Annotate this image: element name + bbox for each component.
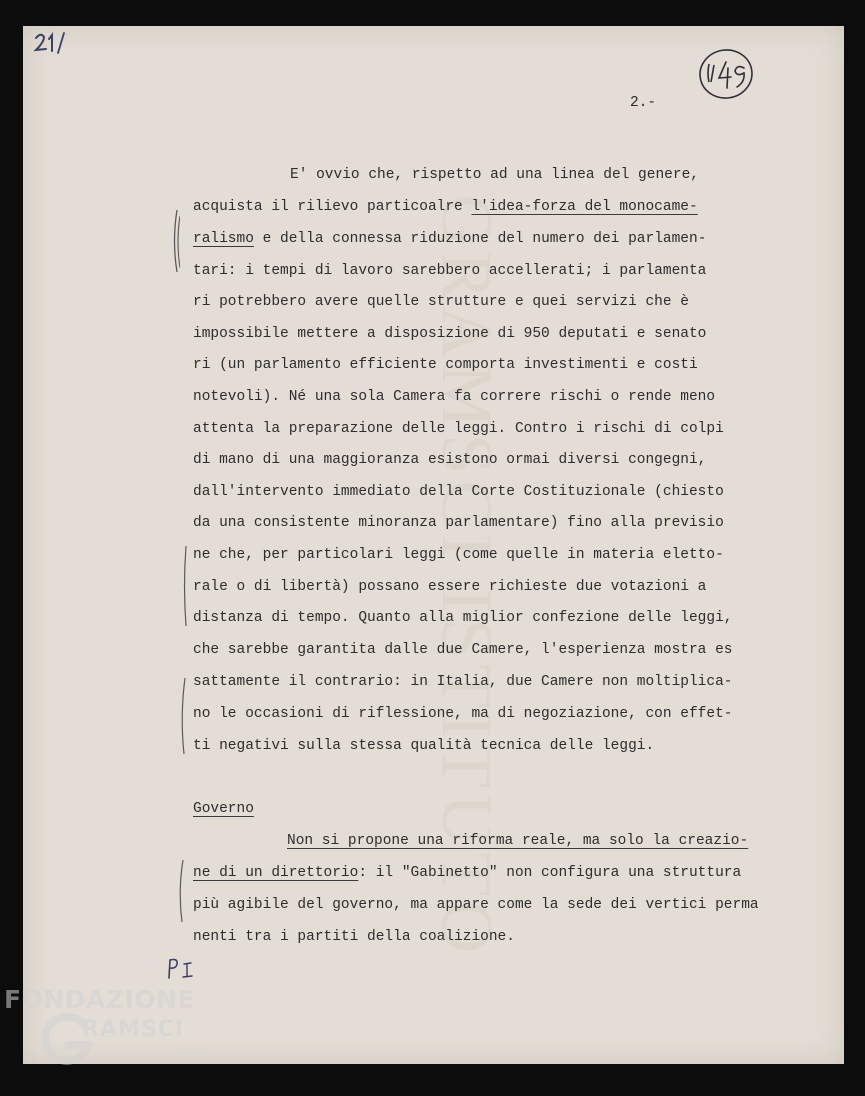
text-line — [193, 864, 741, 882]
text-line — [193, 198, 698, 216]
logo-text: RAMSCI — [82, 1017, 185, 1042]
text-segment: : il "Gabinetto" non configura una struttura — [358, 865, 742, 881]
text-line: sattamente il contrario: in Italia, due Camere non moltiplica- — [193, 674, 733, 690]
text-line: ti negativi sulla stessa qualità tecnica delle leggi. — [193, 738, 655, 754]
fondazione-logo — [4, 985, 219, 1075]
text-segment: e della connessa riduzione del numero dei parlamen- — [262, 231, 707, 247]
text-segment: acquista il rilievo particoalre — [193, 199, 463, 215]
text-line: impossibile mettere a disposizione di 950 deputati e senato — [193, 326, 707, 342]
underlined-phrase: ne di un direttorio — [193, 865, 359, 881]
text-line: tari: i tempi di lavoro sarebbero accellerati; i parlamenta — [193, 263, 707, 279]
text-line: Non si propone una riforma reale, ma solo la creazio- — [287, 833, 749, 849]
text-line: distanza di tempo. Quanto alla miglior confezione delle leggi, — [193, 610, 733, 626]
text-line — [193, 230, 706, 248]
text-line: ne che, per particolari leggi (come quelle in materia eletto- — [193, 547, 724, 563]
page-number: 2.- — [630, 95, 657, 111]
text-line: che sarebbe garantita dalle due Camere, l'esperienza mostra es — [193, 642, 733, 658]
text-line: più agibile del governo, ma appare come la sede dei vertici perma — [193, 897, 759, 913]
underlined-phrase: l'idea-forza del monocame- — [471, 199, 698, 215]
text-line: rale o di libertà) possano essere richieste due votazioni a — [193, 579, 707, 595]
section-heading: Governo — [193, 801, 254, 817]
underlined-phrase: ralismo — [193, 231, 254, 247]
text-line: notevoli). Né una sola Camera fa correre rischi o rende meno — [193, 389, 716, 405]
background-watermark: GRAMSCI ISTITUTO — [426, 193, 507, 959]
text-line: E' ovvio che, rispetto ad una linea del genere, — [290, 167, 699, 183]
text-line: da una consistente minoranza parlamentare) fino alla previsio — [193, 515, 724, 531]
text-line: di mano di una maggioranza esistono ormai diversi congegni, — [193, 452, 707, 468]
logo-text: FONDAZIONE — [4, 985, 196, 1014]
logo-text: onlus — [179, 1048, 209, 1061]
text-line: no le occasioni di riflessione, ma di negoziazione, con effet- — [193, 706, 733, 722]
text-line: ri (un parlamento efficiente comporta investimenti e costi — [193, 357, 698, 373]
text-line: nenti tra i partiti della coalizione. — [193, 929, 515, 945]
text-line: dall'intervento immediato della Corte Costituzionale (chiesto — [193, 484, 724, 500]
text-line: attenta la preparazione delle leggi. Contro i rischi di colpi — [193, 421, 724, 437]
text-line: ri potrebbero avere quelle strutture e quei servizi che è — [193, 294, 689, 310]
